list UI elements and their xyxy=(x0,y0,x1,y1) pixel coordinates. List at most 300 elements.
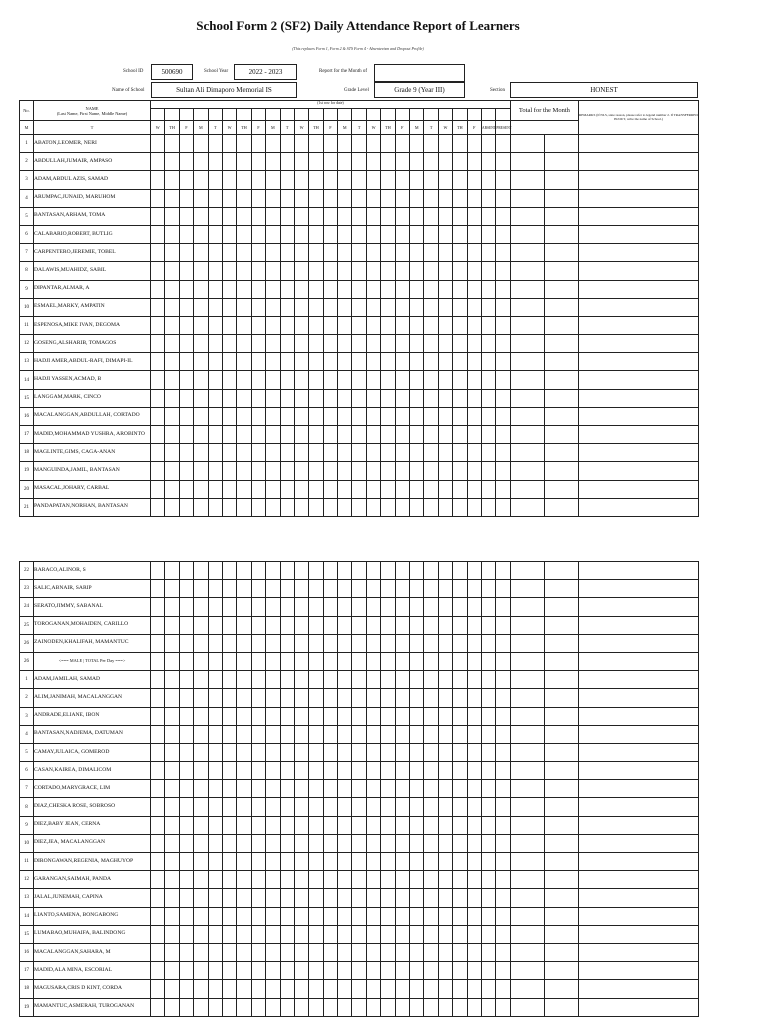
attendance-cell[interactable] xyxy=(280,798,294,816)
attendance-cell[interactable] xyxy=(467,871,481,889)
attendance-cell[interactable] xyxy=(251,798,265,816)
attendance-cell[interactable] xyxy=(467,225,481,243)
attendance-cell[interactable] xyxy=(323,426,337,444)
attendance-cell[interactable] xyxy=(424,407,438,425)
remarks-cell[interactable] xyxy=(578,135,698,153)
attendance-cell[interactable] xyxy=(424,925,438,943)
attendance-cell[interactable] xyxy=(280,780,294,798)
attendance-cell[interactable] xyxy=(438,943,452,961)
attendance-cell[interactable] xyxy=(151,652,165,670)
attendance-cell[interactable] xyxy=(280,135,294,153)
attendance-cell[interactable] xyxy=(294,689,308,707)
attendance-cell[interactable] xyxy=(395,225,409,243)
attendance-cell[interactable] xyxy=(151,925,165,943)
attendance-cell[interactable] xyxy=(309,780,323,798)
attendance-cell[interactable] xyxy=(352,853,366,871)
attendance-cell[interactable] xyxy=(338,689,352,707)
attendance-cell[interactable] xyxy=(194,980,208,998)
attendance-cell[interactable] xyxy=(222,962,236,980)
attendance-cell[interactable] xyxy=(410,498,424,516)
attendance-cell[interactable] xyxy=(352,889,366,907)
attendance-cell[interactable] xyxy=(280,426,294,444)
attendance-cell[interactable] xyxy=(453,889,467,907)
attendance-cell[interactable] xyxy=(424,426,438,444)
attendance-cell[interactable] xyxy=(294,853,308,871)
attendance-cell[interactable] xyxy=(222,634,236,652)
attendance-cell[interactable] xyxy=(323,298,337,316)
attendance-cell[interactable] xyxy=(294,780,308,798)
attendance-cell[interactable] xyxy=(338,743,352,761)
attendance-cell[interactable] xyxy=(237,598,251,616)
attendance-cell[interactable] xyxy=(151,816,165,834)
attendance-cell[interactable] xyxy=(438,925,452,943)
attendance-cell[interactable] xyxy=(438,462,452,480)
date-cell[interactable] xyxy=(294,109,308,121)
attendance-cell[interactable] xyxy=(251,816,265,834)
attendance-cell[interactable] xyxy=(237,707,251,725)
attendance-cell[interactable] xyxy=(352,943,366,961)
attendance-cell[interactable] xyxy=(424,353,438,371)
attendance-cell[interactable] xyxy=(266,762,280,780)
attendance-cell[interactable] xyxy=(352,389,366,407)
attendance-cell[interactable] xyxy=(237,743,251,761)
attendance-cell[interactable] xyxy=(438,689,452,707)
absent-cell[interactable] xyxy=(510,689,544,707)
attendance-cell[interactable] xyxy=(438,816,452,834)
attendance-cell[interactable] xyxy=(222,598,236,616)
attendance-cell[interactable] xyxy=(294,671,308,689)
absent-cell[interactable] xyxy=(510,889,544,907)
school-year-field[interactable]: 2022 - 2023 xyxy=(234,64,297,80)
remarks-cell[interactable] xyxy=(578,889,698,907)
attendance-cell[interactable] xyxy=(395,444,409,462)
attendance-cell[interactable] xyxy=(309,871,323,889)
attendance-cell[interactable] xyxy=(352,871,366,889)
attendance-cell[interactable] xyxy=(280,998,294,1016)
attendance-cell[interactable] xyxy=(467,616,481,634)
remarks-cell[interactable] xyxy=(578,907,698,925)
attendance-cell[interactable] xyxy=(251,762,265,780)
attendance-cell[interactable] xyxy=(294,444,308,462)
attendance-cell[interactable] xyxy=(323,616,337,634)
attendance-cell[interactable] xyxy=(165,580,179,598)
attendance-cell[interactable] xyxy=(194,816,208,834)
attendance-cell[interactable] xyxy=(395,652,409,670)
attendance-cell[interactable] xyxy=(222,335,236,353)
attendance-cell[interactable] xyxy=(438,907,452,925)
attendance-cell[interactable] xyxy=(237,426,251,444)
attendance-cell[interactable] xyxy=(222,743,236,761)
attendance-cell[interactable] xyxy=(366,816,380,834)
attendance-cell[interactable] xyxy=(194,371,208,389)
attendance-cell[interactable] xyxy=(179,462,193,480)
absent-cell[interactable] xyxy=(510,998,544,1016)
attendance-cell[interactable] xyxy=(266,389,280,407)
attendance-cell[interactable] xyxy=(467,371,481,389)
attendance-cell[interactable] xyxy=(366,798,380,816)
attendance-cell[interactable] xyxy=(467,135,481,153)
attendance-cell[interactable] xyxy=(309,707,323,725)
absent-cell[interactable] xyxy=(510,389,544,407)
attendance-cell[interactable] xyxy=(323,834,337,852)
attendance-cell[interactable] xyxy=(453,371,467,389)
attendance-cell[interactable] xyxy=(352,671,366,689)
attendance-cell[interactable] xyxy=(309,743,323,761)
attendance-cell[interactable] xyxy=(496,943,510,961)
attendance-cell[interactable] xyxy=(165,743,179,761)
remarks-cell[interactable] xyxy=(578,371,698,389)
attendance-cell[interactable] xyxy=(381,998,395,1016)
attendance-cell[interactable] xyxy=(366,907,380,925)
attendance-cell[interactable] xyxy=(381,225,395,243)
attendance-cell[interactable] xyxy=(481,671,495,689)
attendance-cell[interactable] xyxy=(496,426,511,444)
attendance-cell[interactable] xyxy=(496,389,511,407)
attendance-cell[interactable] xyxy=(165,189,179,207)
remarks-cell[interactable] xyxy=(578,316,698,334)
attendance-cell[interactable] xyxy=(410,762,424,780)
attendance-cell[interactable] xyxy=(208,598,222,616)
attendance-cell[interactable] xyxy=(237,780,251,798)
attendance-cell[interactable] xyxy=(222,225,236,243)
attendance-cell[interactable] xyxy=(266,462,280,480)
attendance-cell[interactable] xyxy=(410,889,424,907)
attendance-cell[interactable] xyxy=(438,562,452,580)
attendance-cell[interactable] xyxy=(251,153,265,171)
attendance-cell[interactable] xyxy=(194,925,208,943)
attendance-cell[interactable] xyxy=(179,280,193,298)
attendance-cell[interactable] xyxy=(165,962,179,980)
attendance-cell[interactable] xyxy=(424,244,438,262)
attendance-cell[interactable] xyxy=(496,207,511,225)
attendance-cell[interactable] xyxy=(438,371,452,389)
attendance-cell[interactable] xyxy=(294,153,308,171)
attendance-cell[interactable] xyxy=(395,135,409,153)
attendance-cell[interactable] xyxy=(424,889,438,907)
absent-cell[interactable] xyxy=(510,353,544,371)
attendance-cell[interactable] xyxy=(280,498,294,516)
present-cell[interactable] xyxy=(544,616,578,634)
attendance-cell[interactable] xyxy=(338,780,352,798)
attendance-cell[interactable] xyxy=(453,353,467,371)
attendance-cell[interactable] xyxy=(381,798,395,816)
attendance-cell[interactable] xyxy=(395,725,409,743)
attendance-cell[interactable] xyxy=(366,962,380,980)
attendance-cell[interactable] xyxy=(237,480,251,498)
attendance-cell[interactable] xyxy=(208,225,222,243)
attendance-cell[interactable] xyxy=(179,498,193,516)
attendance-cell[interactable] xyxy=(481,634,495,652)
attendance-cell[interactable] xyxy=(395,207,409,225)
attendance-cell[interactable] xyxy=(266,580,280,598)
attendance-cell[interactable] xyxy=(352,426,366,444)
attendance-cell[interactable] xyxy=(366,652,380,670)
attendance-cell[interactable] xyxy=(424,480,438,498)
attendance-cell[interactable] xyxy=(366,280,380,298)
attendance-cell[interactable] xyxy=(410,189,424,207)
attendance-cell[interactable] xyxy=(266,407,280,425)
remarks-cell[interactable] xyxy=(578,580,698,598)
attendance-cell[interactable] xyxy=(222,389,236,407)
attendance-cell[interactable] xyxy=(410,426,424,444)
attendance-cell[interactable] xyxy=(165,925,179,943)
attendance-cell[interactable] xyxy=(165,244,179,262)
attendance-cell[interactable] xyxy=(222,498,236,516)
attendance-cell[interactable] xyxy=(481,389,495,407)
attendance-cell[interactable] xyxy=(496,371,511,389)
attendance-cell[interactable] xyxy=(323,907,337,925)
attendance-cell[interactable] xyxy=(294,616,308,634)
attendance-cell[interactable] xyxy=(410,335,424,353)
remarks-cell[interactable] xyxy=(578,562,698,580)
attendance-cell[interactable] xyxy=(237,371,251,389)
attendance-cell[interactable] xyxy=(496,634,510,652)
attendance-cell[interactable] xyxy=(222,298,236,316)
attendance-cell[interactable] xyxy=(481,980,495,998)
attendance-cell[interactable] xyxy=(309,725,323,743)
attendance-cell[interactable] xyxy=(381,335,395,353)
attendance-cell[interactable] xyxy=(237,634,251,652)
attendance-cell[interactable] xyxy=(410,135,424,153)
attendance-cell[interactable] xyxy=(251,189,265,207)
attendance-cell[interactable] xyxy=(266,262,280,280)
attendance-cell[interactable] xyxy=(338,135,352,153)
attendance-cell[interactable] xyxy=(338,816,352,834)
attendance-cell[interactable] xyxy=(366,426,380,444)
attendance-cell[interactable] xyxy=(237,353,251,371)
date-cell[interactable] xyxy=(410,109,424,121)
attendance-cell[interactable] xyxy=(366,153,380,171)
attendance-cell[interactable] xyxy=(366,462,380,480)
attendance-cell[interactable] xyxy=(352,634,366,652)
attendance-cell[interactable] xyxy=(280,598,294,616)
attendance-cell[interactable] xyxy=(266,498,280,516)
attendance-cell[interactable] xyxy=(280,407,294,425)
remarks-cell[interactable] xyxy=(578,853,698,871)
attendance-cell[interactable] xyxy=(237,762,251,780)
attendance-cell[interactable] xyxy=(280,762,294,780)
attendance-cell[interactable] xyxy=(294,980,308,998)
attendance-cell[interactable] xyxy=(165,798,179,816)
attendance-cell[interactable] xyxy=(266,689,280,707)
attendance-cell[interactable] xyxy=(424,634,438,652)
attendance-cell[interactable] xyxy=(438,353,452,371)
attendance-cell[interactable] xyxy=(352,480,366,498)
attendance-cell[interactable] xyxy=(237,925,251,943)
attendance-cell[interactable] xyxy=(453,980,467,998)
attendance-cell[interactable] xyxy=(294,871,308,889)
attendance-cell[interactable] xyxy=(467,262,481,280)
attendance-cell[interactable] xyxy=(481,244,495,262)
attendance-cell[interactable] xyxy=(194,853,208,871)
attendance-cell[interactable] xyxy=(194,780,208,798)
attendance-cell[interactable] xyxy=(338,634,352,652)
attendance-cell[interactable] xyxy=(410,562,424,580)
attendance-cell[interactable] xyxy=(208,407,222,425)
attendance-cell[interactable] xyxy=(381,480,395,498)
attendance-cell[interactable] xyxy=(496,707,510,725)
absent-cell[interactable] xyxy=(510,725,544,743)
attendance-cell[interactable] xyxy=(481,407,495,425)
attendance-cell[interactable] xyxy=(366,207,380,225)
attendance-cell[interactable] xyxy=(294,962,308,980)
remarks-cell[interactable] xyxy=(578,207,698,225)
attendance-cell[interactable] xyxy=(352,816,366,834)
attendance-cell[interactable] xyxy=(165,689,179,707)
attendance-cell[interactable] xyxy=(381,962,395,980)
attendance-cell[interactable] xyxy=(366,262,380,280)
attendance-cell[interactable] xyxy=(467,907,481,925)
attendance-cell[interactable] xyxy=(366,335,380,353)
attendance-cell[interactable] xyxy=(309,407,323,425)
attendance-cell[interactable] xyxy=(194,834,208,852)
attendance-cell[interactable] xyxy=(323,652,337,670)
attendance-cell[interactable] xyxy=(179,616,193,634)
attendance-cell[interactable] xyxy=(165,171,179,189)
attendance-cell[interactable] xyxy=(481,426,495,444)
attendance-cell[interactable] xyxy=(366,925,380,943)
attendance-cell[interactable] xyxy=(280,171,294,189)
attendance-cell[interactable] xyxy=(151,462,165,480)
attendance-cell[interactable] xyxy=(222,280,236,298)
attendance-cell[interactable] xyxy=(424,616,438,634)
attendance-cell[interactable] xyxy=(165,725,179,743)
attendance-cell[interactable] xyxy=(424,652,438,670)
attendance-cell[interactable] xyxy=(467,816,481,834)
attendance-cell[interactable] xyxy=(424,871,438,889)
attendance-cell[interactable] xyxy=(179,871,193,889)
attendance-cell[interactable] xyxy=(251,998,265,1016)
attendance-cell[interactable] xyxy=(410,725,424,743)
attendance-cell[interactable] xyxy=(496,480,511,498)
attendance-cell[interactable] xyxy=(453,725,467,743)
attendance-cell[interactable] xyxy=(179,207,193,225)
present-cell[interactable] xyxy=(544,426,578,444)
attendance-cell[interactable] xyxy=(395,871,409,889)
attendance-cell[interactable] xyxy=(467,962,481,980)
present-cell[interactable] xyxy=(544,980,578,998)
attendance-cell[interactable] xyxy=(165,907,179,925)
absent-cell[interactable] xyxy=(510,225,544,243)
attendance-cell[interactable] xyxy=(395,426,409,444)
attendance-cell[interactable] xyxy=(467,426,481,444)
attendance-cell[interactable] xyxy=(237,389,251,407)
attendance-cell[interactable] xyxy=(438,780,452,798)
attendance-cell[interactable] xyxy=(438,498,452,516)
present-cell[interactable] xyxy=(544,853,578,871)
attendance-cell[interactable] xyxy=(194,762,208,780)
attendance-cell[interactable] xyxy=(179,189,193,207)
attendance-cell[interactable] xyxy=(410,353,424,371)
present-cell[interactable] xyxy=(544,189,578,207)
attendance-cell[interactable] xyxy=(266,798,280,816)
attendance-cell[interactable] xyxy=(208,189,222,207)
attendance-cell[interactable] xyxy=(352,280,366,298)
attendance-cell[interactable] xyxy=(208,480,222,498)
attendance-cell[interactable] xyxy=(237,316,251,334)
attendance-cell[interactable] xyxy=(410,480,424,498)
absent-cell[interactable] xyxy=(510,907,544,925)
attendance-cell[interactable] xyxy=(467,598,481,616)
attendance-cell[interactable] xyxy=(410,816,424,834)
attendance-cell[interactable] xyxy=(165,389,179,407)
attendance-cell[interactable] xyxy=(410,462,424,480)
attendance-cell[interactable] xyxy=(179,480,193,498)
attendance-cell[interactable] xyxy=(395,153,409,171)
attendance-cell[interactable] xyxy=(280,298,294,316)
attendance-cell[interactable] xyxy=(208,171,222,189)
attendance-cell[interactable] xyxy=(151,798,165,816)
attendance-cell[interactable] xyxy=(222,353,236,371)
attendance-cell[interactable] xyxy=(410,171,424,189)
attendance-cell[interactable] xyxy=(381,616,395,634)
attendance-cell[interactable] xyxy=(179,444,193,462)
attendance-cell[interactable] xyxy=(179,244,193,262)
attendance-cell[interactable] xyxy=(496,225,511,243)
attendance-cell[interactable] xyxy=(395,634,409,652)
attendance-cell[interactable] xyxy=(179,371,193,389)
absent-cell[interactable] xyxy=(510,798,544,816)
attendance-cell[interactable] xyxy=(410,280,424,298)
attendance-cell[interactable] xyxy=(453,925,467,943)
present-cell[interactable] xyxy=(544,498,578,516)
attendance-cell[interactable] xyxy=(151,634,165,652)
attendance-cell[interactable] xyxy=(280,689,294,707)
attendance-cell[interactable] xyxy=(438,962,452,980)
date-cell[interactable] xyxy=(338,109,352,121)
attendance-cell[interactable] xyxy=(381,262,395,280)
attendance-cell[interactable] xyxy=(266,353,280,371)
attendance-cell[interactable] xyxy=(366,598,380,616)
attendance-cell[interactable] xyxy=(467,943,481,961)
attendance-cell[interactable] xyxy=(179,762,193,780)
remarks-cell[interactable] xyxy=(578,943,698,961)
attendance-cell[interactable] xyxy=(280,316,294,334)
attendance-cell[interactable] xyxy=(294,171,308,189)
attendance-cell[interactable] xyxy=(338,889,352,907)
attendance-cell[interactable] xyxy=(237,980,251,998)
attendance-cell[interactable] xyxy=(381,725,395,743)
attendance-cell[interactable] xyxy=(467,980,481,998)
attendance-cell[interactable] xyxy=(453,652,467,670)
attendance-cell[interactable] xyxy=(179,907,193,925)
attendance-cell[interactable] xyxy=(208,762,222,780)
attendance-cell[interactable] xyxy=(208,962,222,980)
attendance-cell[interactable] xyxy=(309,207,323,225)
attendance-cell[interactable] xyxy=(481,943,495,961)
present-cell[interactable] xyxy=(544,171,578,189)
attendance-cell[interactable] xyxy=(352,998,366,1016)
attendance-cell[interactable] xyxy=(179,316,193,334)
attendance-cell[interactable] xyxy=(165,652,179,670)
attendance-cell[interactable] xyxy=(496,280,511,298)
attendance-cell[interactable] xyxy=(438,444,452,462)
date-cell[interactable] xyxy=(438,109,452,121)
grade-level-field[interactable]: Grade 9 (Year III) xyxy=(374,82,465,98)
attendance-cell[interactable] xyxy=(151,444,165,462)
remarks-cell[interactable] xyxy=(578,389,698,407)
attendance-cell[interactable] xyxy=(467,280,481,298)
attendance-cell[interactable] xyxy=(323,171,337,189)
attendance-cell[interactable] xyxy=(496,353,511,371)
remarks-cell[interactable] xyxy=(578,171,698,189)
attendance-cell[interactable] xyxy=(179,998,193,1016)
attendance-cell[interactable] xyxy=(165,298,179,316)
attendance-cell[interactable] xyxy=(395,335,409,353)
attendance-cell[interactable] xyxy=(179,389,193,407)
attendance-cell[interactable] xyxy=(467,925,481,943)
attendance-cell[interactable] xyxy=(395,389,409,407)
